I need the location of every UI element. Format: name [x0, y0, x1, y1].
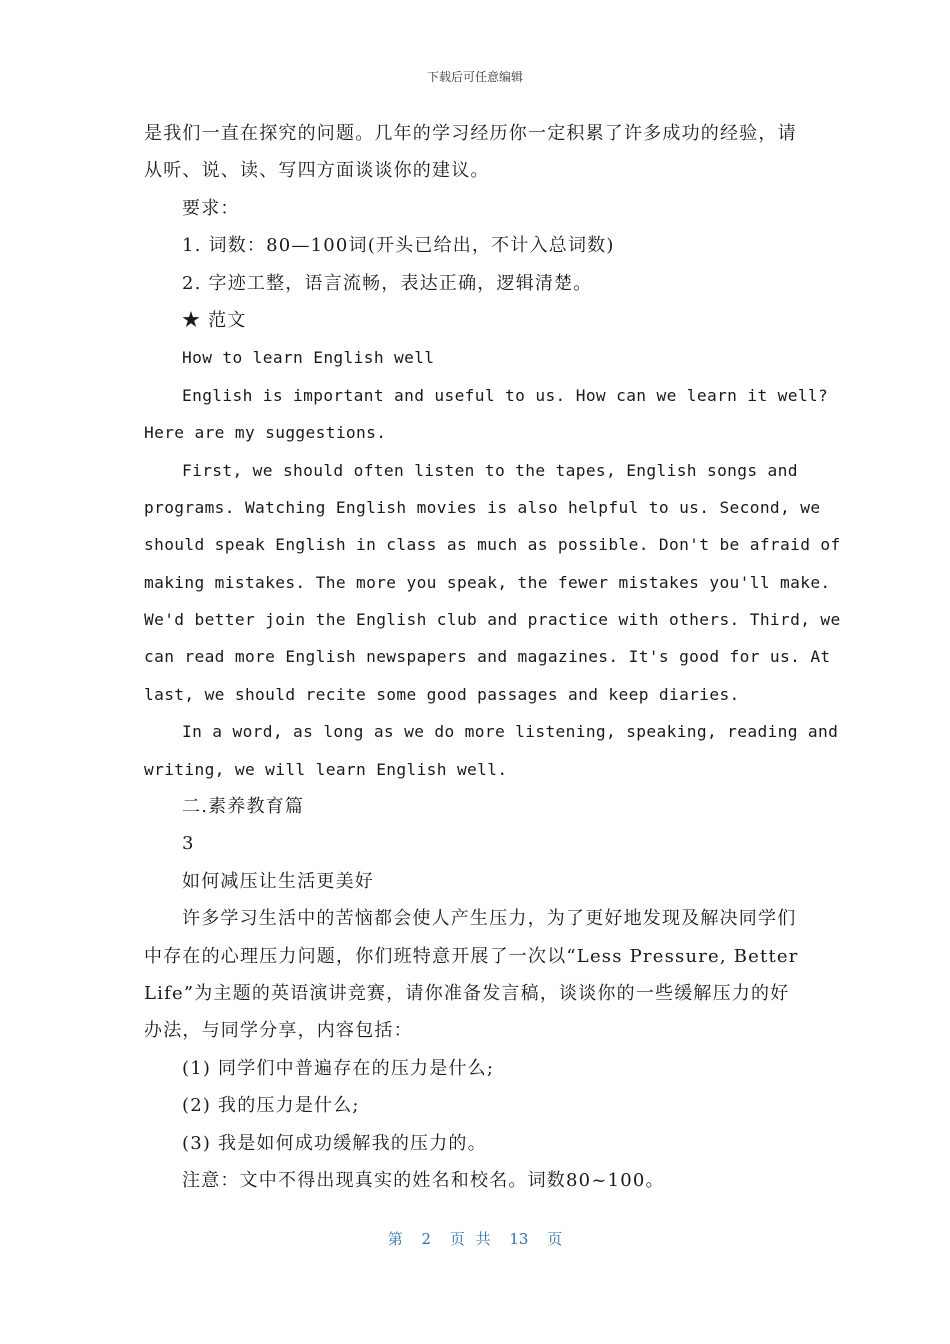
- requirement-item: 1. 词数：80—100词(开头已给出，不计入总词数): [182, 235, 615, 257]
- essay-line: can read more English newspapers and magazines. It's good for us. At: [144, 647, 831, 667]
- page-word: 第: [387, 1230, 403, 1248]
- paragraph-line: 从听、说、读、写四方面谈谈你的建议。: [144, 160, 490, 182]
- paragraph-line: 是我们一直在探究的问题。几年的学习经历你一定积累了许多成功的经验，请: [144, 123, 797, 144]
- sample-essay-heading: ★ 范文: [182, 309, 247, 331]
- page-number: 2: [421, 1230, 432, 1248]
- item-number: 3: [182, 833, 195, 855]
- requirements-heading: 要求：: [182, 197, 240, 219]
- requirement-item: 2. 字迹工整，语言流畅，表达正确，逻辑清楚。: [182, 272, 593, 294]
- essay-line: English is important and useful to us. How can we learn it well?: [182, 385, 829, 405]
- document-body: [144, 115, 841, 1199]
- content-point: (3) 我是如何成功缓解我的压力的。: [182, 1132, 487, 1154]
- essay-line: In a word, as long as we do more listening, speaking, reading and: [182, 722, 839, 742]
- content-point: (2) 我的压力是什么;: [182, 1095, 360, 1117]
- note-line: 注意：文中不得出现真实的姓名和校名。词数80~100。: [182, 1169, 665, 1191]
- essay-line: writing, we will learn English well.: [144, 759, 508, 779]
- page-of: 页 共: [449, 1230, 491, 1248]
- essay-title: How to learn English well: [182, 348, 435, 368]
- total-pages: 13: [509, 1230, 529, 1248]
- paragraph-line: 许多学习生活中的苦恼都会使人产生压力，为了更好地发现及解决同学们: [182, 908, 797, 930]
- page-header: 下载后可任意编辑: [426, 70, 523, 84]
- section-heading: 二.素养教育篇: [182, 796, 305, 818]
- page-suffix: 页: [547, 1230, 563, 1248]
- essay-line: Here are my suggestions.: [144, 423, 387, 443]
- page-footer: [0, 1228, 950, 1249]
- essay-line: programs. Watching English movies is also helpful to us. Second, we: [144, 497, 821, 517]
- topic-title: 如何减压让生活更美好: [182, 870, 374, 892]
- paragraph-line: 办法，与同学分享，内容包括：: [144, 1020, 413, 1042]
- content-point: (1) 同学们中普遍存在的压力是什么;: [182, 1057, 495, 1079]
- essay-line: last, we should recite some good passages and keep diaries.: [144, 684, 740, 704]
- essay-line: First, we should often listen to the tapes, English songs and: [182, 460, 798, 480]
- paragraph-line: 中存在的心理压力问题，你们班特意开展了一次以“Less Pressure, Better: [144, 945, 799, 967]
- essay-line: should speak English in class as much as possible. Don't be afraid of: [144, 535, 841, 555]
- essay-line: making mistakes. The more you speak, the fewer mistakes you'll make.: [144, 572, 831, 592]
- essay-line: We'd better join the English club and practice with others. Third, we: [144, 610, 841, 630]
- paragraph-line: Life”为主题的英语演讲竞赛，请你准备发言稿，谈谈你的一些缓解压力的好: [144, 982, 790, 1004]
